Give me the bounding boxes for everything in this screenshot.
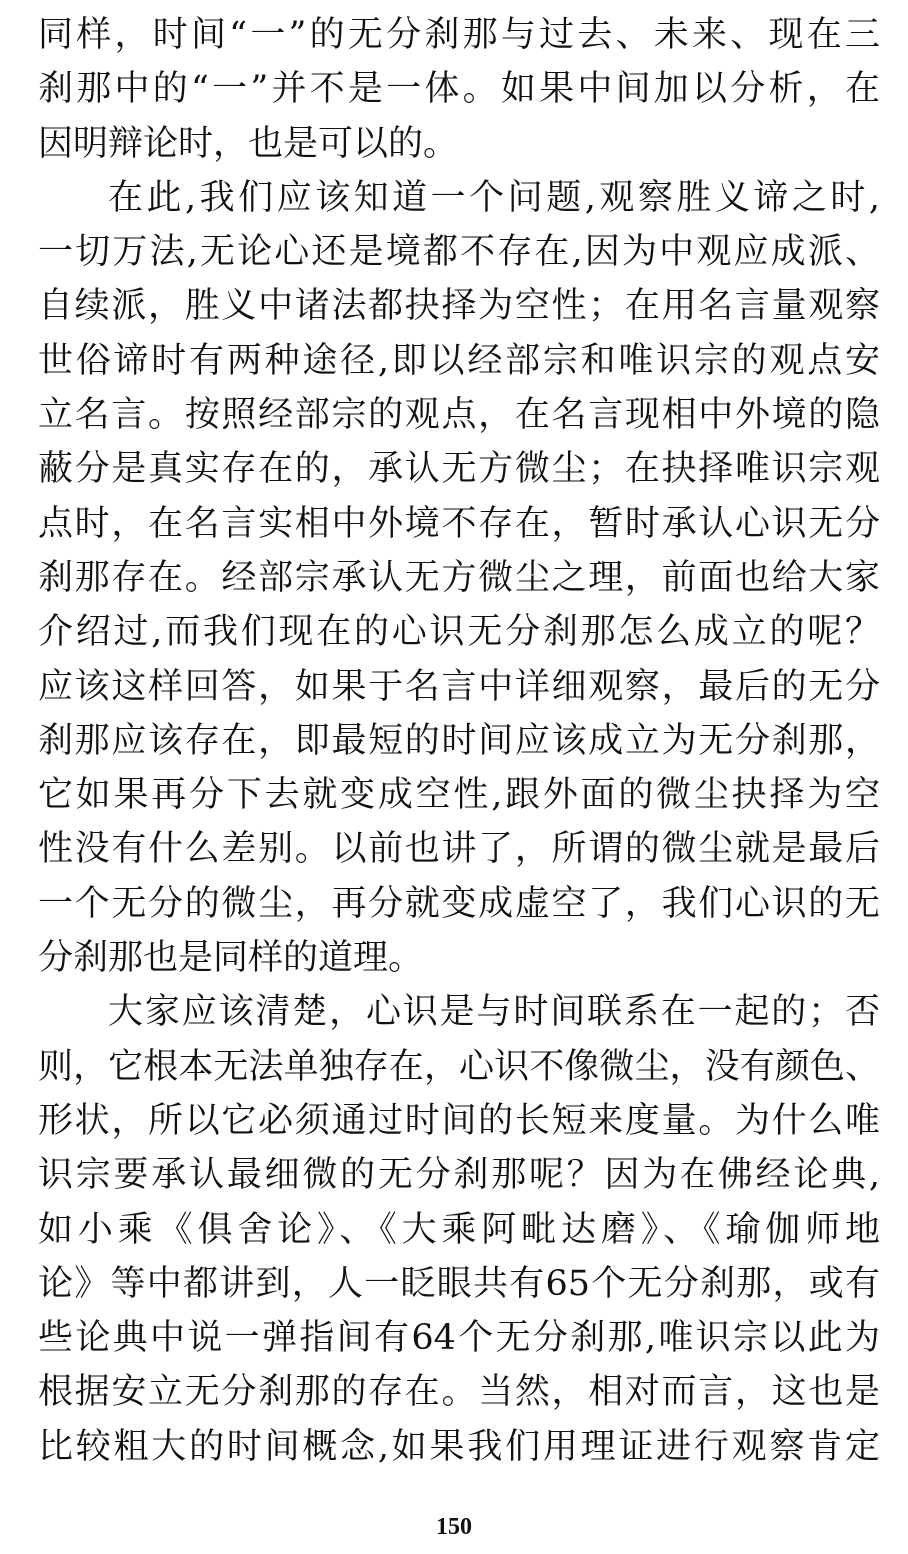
text-line: 刹那存在。经部宗承认无方微尘之理，前面也给大家 bbox=[38, 557, 880, 598]
text-line: 论》等中都讲到，人一眨眼共有65个无分刹那，或有 bbox=[38, 1263, 880, 1304]
text-line: 应该这样回答，如果于名言中详细观察，最后的无分 bbox=[38, 666, 880, 707]
text-line: 自续派，胜义中诸法都抉择为空性；在用名言量观察 bbox=[38, 286, 880, 327]
text-line: 一切万法,无论心还是境都不存在,因为中观应成派、 bbox=[38, 232, 880, 273]
text-line: 根据安立无分刹那的存在。当然，相对而言，这也是 bbox=[38, 1372, 880, 1413]
text-line: 刹那中的“一”并不是一体。如果中间加以分析，在 bbox=[38, 69, 880, 110]
text-line: 性没有什么差别。以前也讲了，所谓的微尘就是最后 bbox=[38, 829, 880, 870]
text-line: 大家应该清楚，心识是与时间联系在一起的；否 bbox=[108, 992, 880, 1033]
paragraph-2 bbox=[38, 171, 880, 985]
text-line: 世俗谛时有两种途径,即以经部宗和唯识宗的观点安 bbox=[38, 340, 880, 381]
page-body bbox=[38, 8, 880, 1474]
text-line: 在此,我们应该知道一个问题,观察胜义谛之时, bbox=[108, 177, 880, 218]
text-line: 它如果再分下去就变成空性,跟外面的微尘抉择为空 bbox=[38, 775, 880, 816]
text-line: 因明辩论时，也是可以的。 bbox=[38, 123, 459, 164]
text-line: 同样，时间“一”的无分刹那与过去、未来、现在三 bbox=[38, 15, 880, 55]
text-line: 形状，所以它必须通过时间的长短来度量。为什么唯 bbox=[38, 1100, 880, 1141]
text-line: 分刹那也是同样的道理。 bbox=[38, 938, 424, 979]
text-line: 介绍过,而我们现在的心识无分刹那怎么成立的呢？ bbox=[38, 612, 880, 653]
text-line: 立名言。按照经部宗的观点，在名言现相中外境的隐 bbox=[38, 395, 880, 436]
paragraph-3 bbox=[38, 985, 880, 1474]
text-line: 一个无分的微尘，再分就变成虚空了，我们心识的无 bbox=[38, 883, 880, 924]
text-line: 如小乘《俱舍论》、《大乘阿毗达磨》、《瑜伽师地 bbox=[38, 1209, 880, 1250]
text-line: 识宗要承认最细微的无分刹那呢？因为在佛经论典, bbox=[38, 1155, 880, 1196]
text-line: 比较粗大的时间概念,如果我们用理证进行观察肯定 bbox=[38, 1426, 880, 1467]
text-line: 则，它根本无法单独存在，心识不像微尘，没有颜色、 bbox=[38, 1046, 880, 1087]
paragraph-1 bbox=[38, 8, 880, 171]
text-line: 点时，在名言实相中外境不存在，暂时承认心识无分 bbox=[38, 503, 880, 544]
text-line: 蔽分是真实存在的，承认无方微尘；在抉择唯识宗观 bbox=[38, 449, 880, 490]
text-line: 些论典中说一弹指间有64个无分刹那,唯识宗以此为 bbox=[38, 1318, 880, 1359]
page-number: 150 bbox=[436, 1514, 472, 1540]
text-line: 刹那应该存在，即最短的时间应该成立为无分刹那， bbox=[38, 720, 880, 761]
